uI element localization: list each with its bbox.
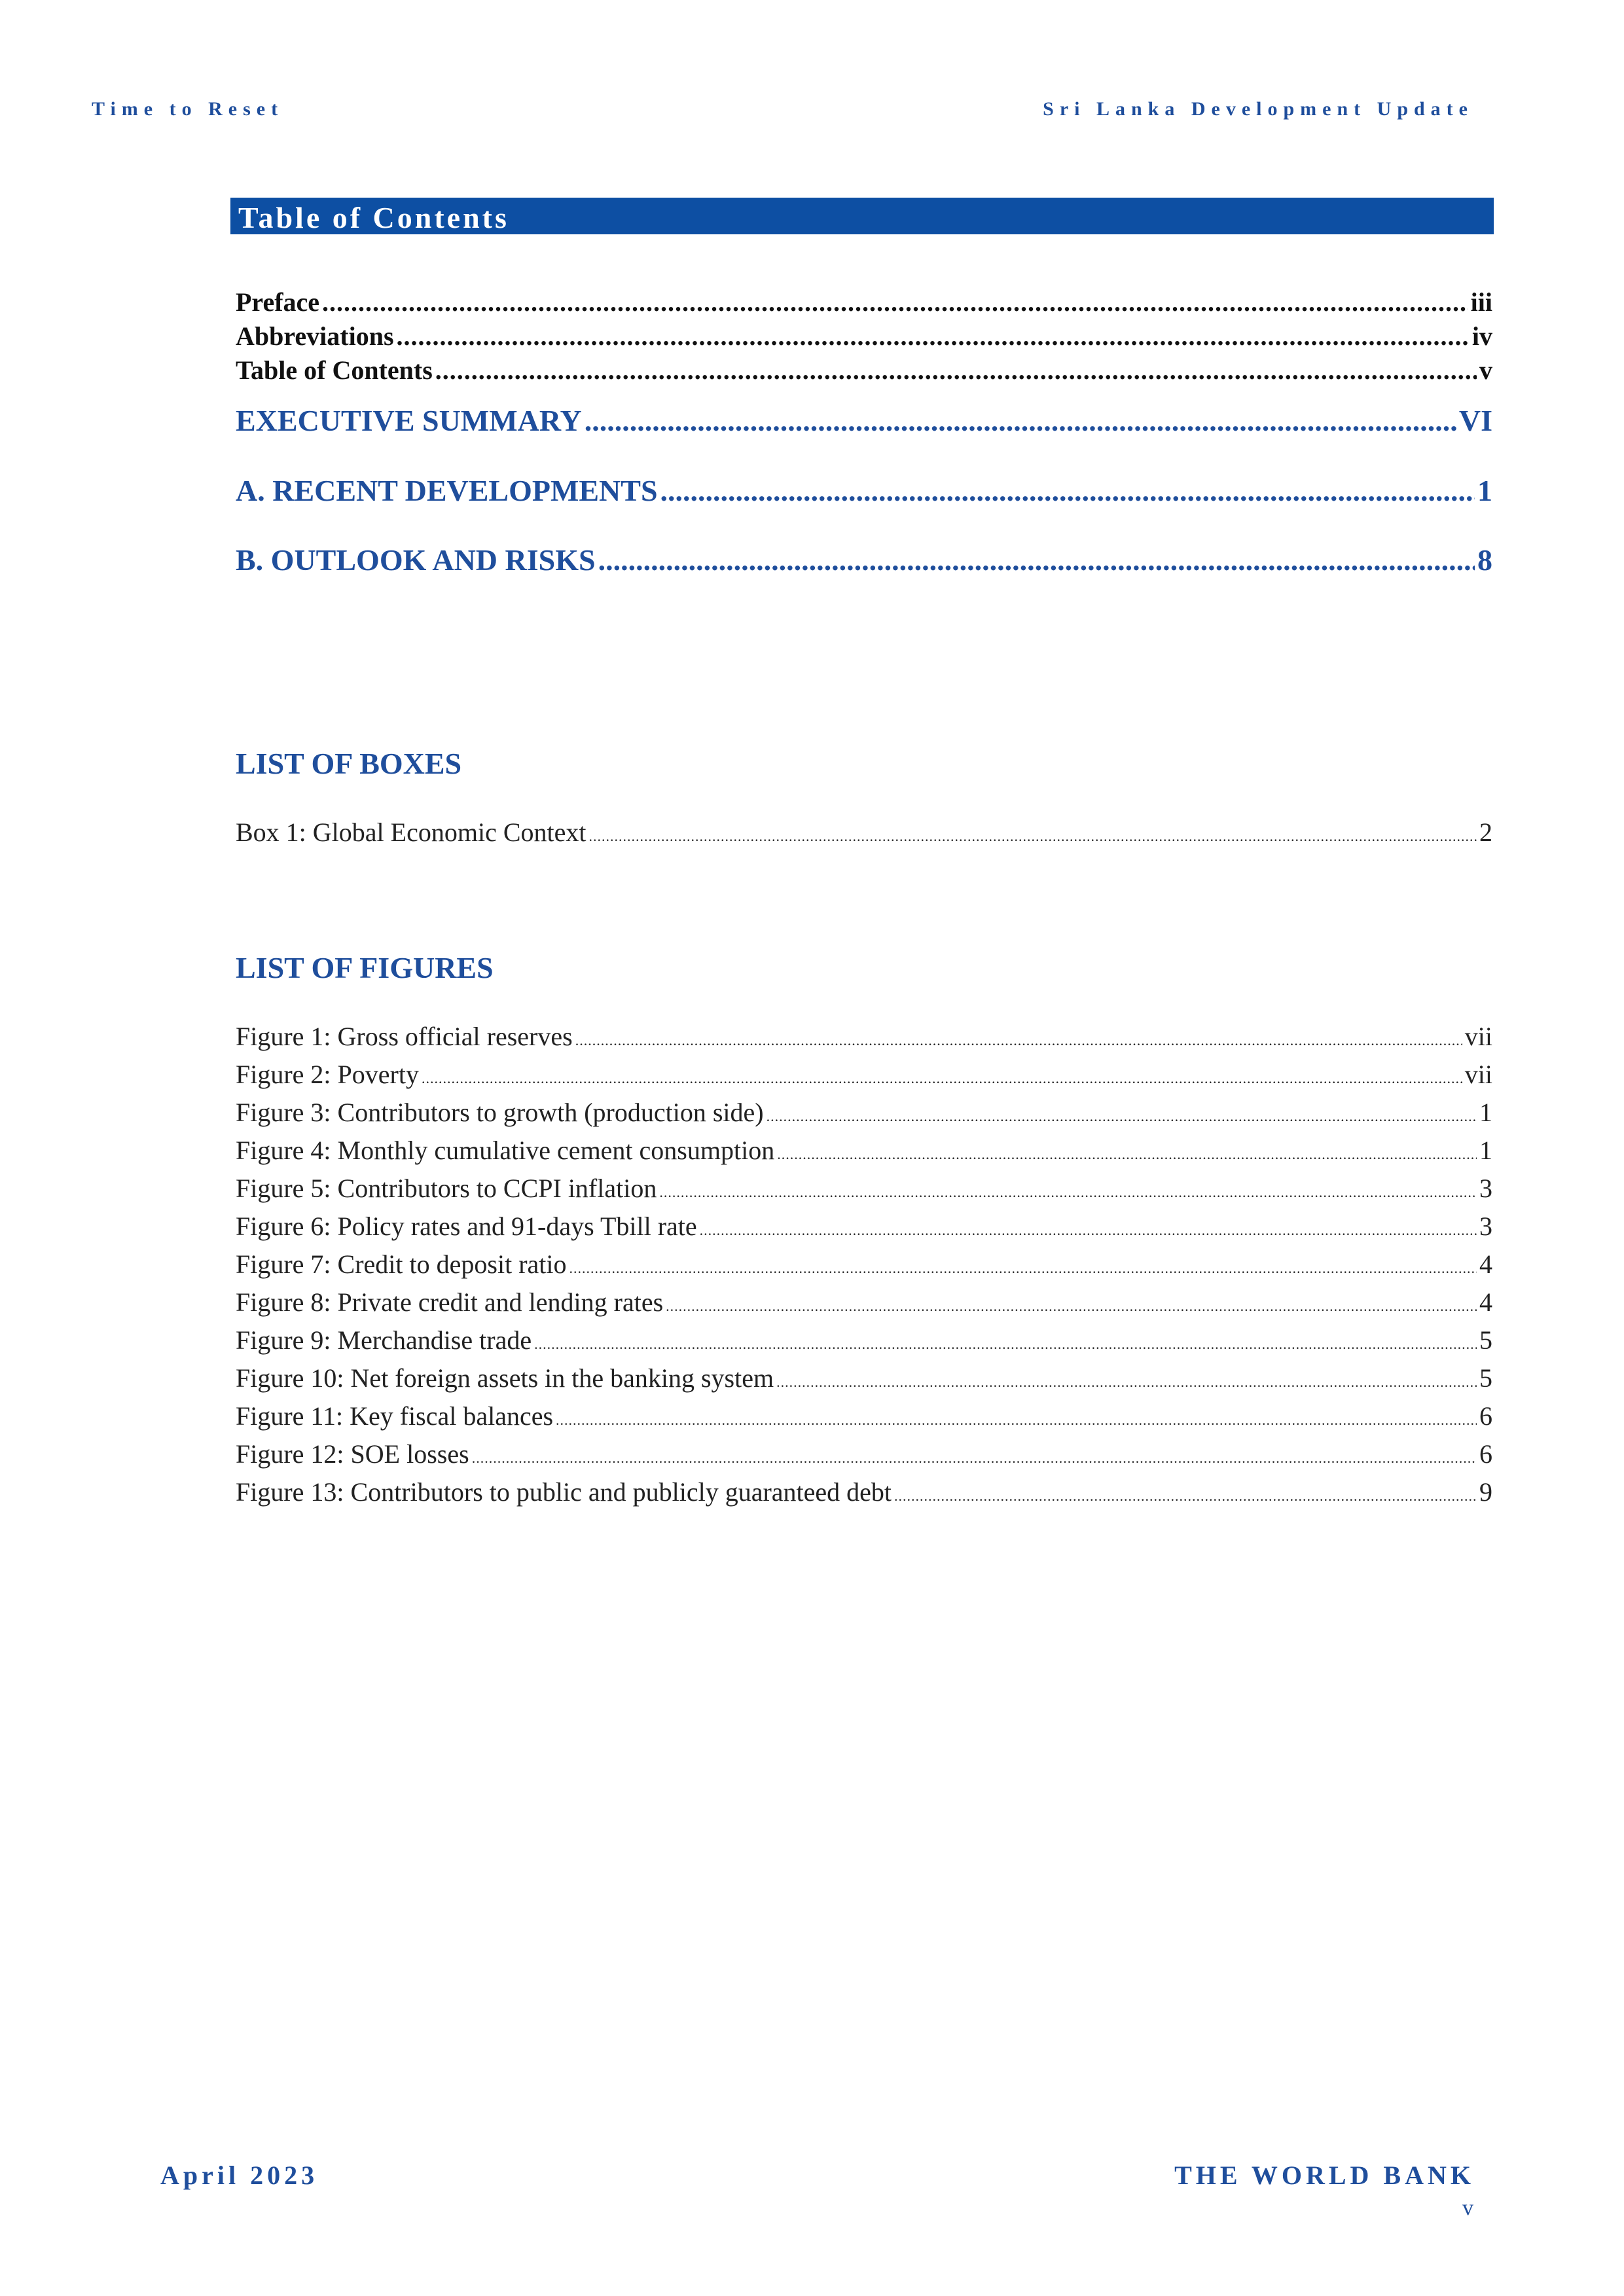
toc-entry-title: Table of Contents xyxy=(236,355,433,385)
figure-entry-page: vii xyxy=(1464,1060,1492,1089)
chapter-list-b xyxy=(236,541,1492,580)
box-entry-title: Box 1: Global Economic Context xyxy=(236,817,586,847)
figure-entry-title: Figure 1: Gross official reserves xyxy=(236,1022,573,1051)
figure-entry-title: Figure 8: Private credit and lending rates xyxy=(236,1287,664,1317)
toc-title-bar xyxy=(230,198,1494,234)
chapter-title: EXECUTIVE SUMMARY xyxy=(236,404,582,437)
dot-leader xyxy=(666,1289,1477,1323)
figure-entry-title: Figure 7: Credit to deposit ratio xyxy=(236,1249,567,1279)
figure-entry[interactable] xyxy=(236,1134,1492,1172)
figure-entry[interactable] xyxy=(236,1475,1492,1513)
toc-entry-abbreviations[interactable] xyxy=(236,319,1492,353)
figure-entry-title: Figure 3: Contributors to growth (production side) xyxy=(236,1098,764,1127)
figure-entry-title: Figure 5: Contributors to CCPI inflation xyxy=(236,1174,657,1203)
figure-entry[interactable] xyxy=(236,1323,1492,1361)
chapter-page: VI xyxy=(1458,404,1492,437)
footer-date: April 2023 xyxy=(160,2161,319,2190)
dot-leader xyxy=(700,1213,1477,1247)
figure-entry[interactable] xyxy=(236,1172,1492,1210)
chapter-page: 8 xyxy=(1477,543,1492,577)
running-header-right: Sri Lanka Development Update xyxy=(1043,98,1473,120)
toc-entry-table-of-contents[interactable] xyxy=(236,353,1492,387)
figure-entry-title: Figure 2: Poverty xyxy=(236,1060,419,1089)
toc-entry-outlook-and-risks[interactable] xyxy=(236,541,1492,580)
dot-leader xyxy=(767,1100,1477,1134)
figure-entry[interactable] xyxy=(236,1285,1492,1323)
chapter-list-a xyxy=(236,471,1492,511)
toc-entry-title: Preface xyxy=(236,287,320,317)
figure-entry[interactable] xyxy=(236,1096,1492,1134)
front-matter-list xyxy=(236,285,1492,387)
toc-entry-page: iv xyxy=(1471,321,1492,351)
page-number: v xyxy=(1462,2196,1473,2220)
figure-entry-page: 3 xyxy=(1479,1174,1492,1203)
figure-entry-page: 1 xyxy=(1479,1098,1492,1127)
dot-leader xyxy=(322,285,1468,319)
dot-leader xyxy=(422,1062,1462,1096)
footer-publisher: THE WORLD BANK xyxy=(1174,2161,1475,2190)
dot-leader xyxy=(585,401,1456,440)
dot-leader xyxy=(435,353,1477,387)
chapter-title: A. RECENT DEVELOPMENTS xyxy=(236,474,658,507)
figure-entry-page: 4 xyxy=(1479,1287,1492,1317)
dot-leader xyxy=(659,1175,1477,1210)
chapter-title: B. OUTLOOK AND RISKS xyxy=(236,543,596,577)
figures-heading: LIST OF FIGURES xyxy=(236,951,494,984)
figure-entry-page: 1 xyxy=(1479,1136,1492,1165)
box-entry-page: 2 xyxy=(1479,817,1492,847)
chapter-list xyxy=(236,401,1492,440)
figure-entry[interactable] xyxy=(236,1437,1492,1475)
figure-entry-title: Figure 11: Key fiscal balances xyxy=(236,1401,554,1431)
figures-list xyxy=(236,1020,1492,1513)
dot-leader xyxy=(777,1138,1477,1172)
figure-entry[interactable] xyxy=(236,1210,1492,1247)
toc-title: Table of Contents xyxy=(238,201,509,234)
figure-entry-title: Figure 9: Merchandise trade xyxy=(236,1325,532,1355)
toc-entry-preface[interactable] xyxy=(236,285,1492,319)
figure-entry-title: Figure 4: Monthly cumulative cement consumption xyxy=(236,1136,775,1165)
boxes-section xyxy=(236,746,1492,781)
figure-entry-page: 4 xyxy=(1479,1249,1492,1279)
dot-leader xyxy=(556,1403,1477,1437)
figure-entry-page: 5 xyxy=(1479,1325,1492,1355)
boxes-list xyxy=(236,816,1492,853)
toc-entry-executive-summary[interactable] xyxy=(236,401,1492,440)
figure-entry-page: vii xyxy=(1464,1022,1492,1051)
figure-entry-page: 5 xyxy=(1479,1363,1492,1393)
dot-leader xyxy=(397,319,1470,353)
toc-entry-recent-developments[interactable] xyxy=(236,471,1492,511)
figure-entry-title: Figure 12: SOE losses xyxy=(236,1439,469,1469)
running-header-left: Time to Reset xyxy=(92,98,284,120)
figure-entry-title: Figure 10: Net foreign assets in the banking system xyxy=(236,1363,774,1393)
dot-leader xyxy=(776,1365,1477,1399)
figure-entry-page: 6 xyxy=(1479,1439,1492,1469)
figures-section xyxy=(236,950,1492,985)
figure-entry[interactable] xyxy=(236,1058,1492,1096)
figure-entry[interactable] xyxy=(236,1020,1492,1058)
figure-entry-page: 9 xyxy=(1479,1477,1492,1507)
figure-entry-title: Figure 6: Policy rates and 91-days Tbill rate xyxy=(236,1211,697,1241)
dot-leader xyxy=(598,541,1475,580)
figure-entry[interactable] xyxy=(236,1247,1492,1285)
figure-entry[interactable] xyxy=(236,1361,1492,1399)
figure-entry-page: 3 xyxy=(1479,1211,1492,1241)
toc-entry-title: Abbreviations xyxy=(236,321,394,351)
dot-leader xyxy=(534,1327,1477,1361)
dot-leader xyxy=(660,471,1475,511)
figure-entry-page: 6 xyxy=(1479,1401,1492,1431)
box-entry[interactable] xyxy=(236,816,1492,853)
dot-leader xyxy=(472,1441,1477,1475)
toc-entry-page: v xyxy=(1479,355,1492,385)
dot-leader xyxy=(589,819,1477,853)
dot-leader xyxy=(575,1024,1462,1058)
chapter-page: 1 xyxy=(1477,474,1492,507)
boxes-heading: LIST OF BOXES xyxy=(236,747,462,780)
figure-entry-title: Figure 13: Contributors to public and publicly guaranteed debt xyxy=(236,1477,892,1507)
dot-leader xyxy=(894,1479,1477,1513)
toc-entry-page: iii xyxy=(1470,287,1492,317)
figure-entry[interactable] xyxy=(236,1399,1492,1437)
dot-leader xyxy=(569,1251,1477,1285)
